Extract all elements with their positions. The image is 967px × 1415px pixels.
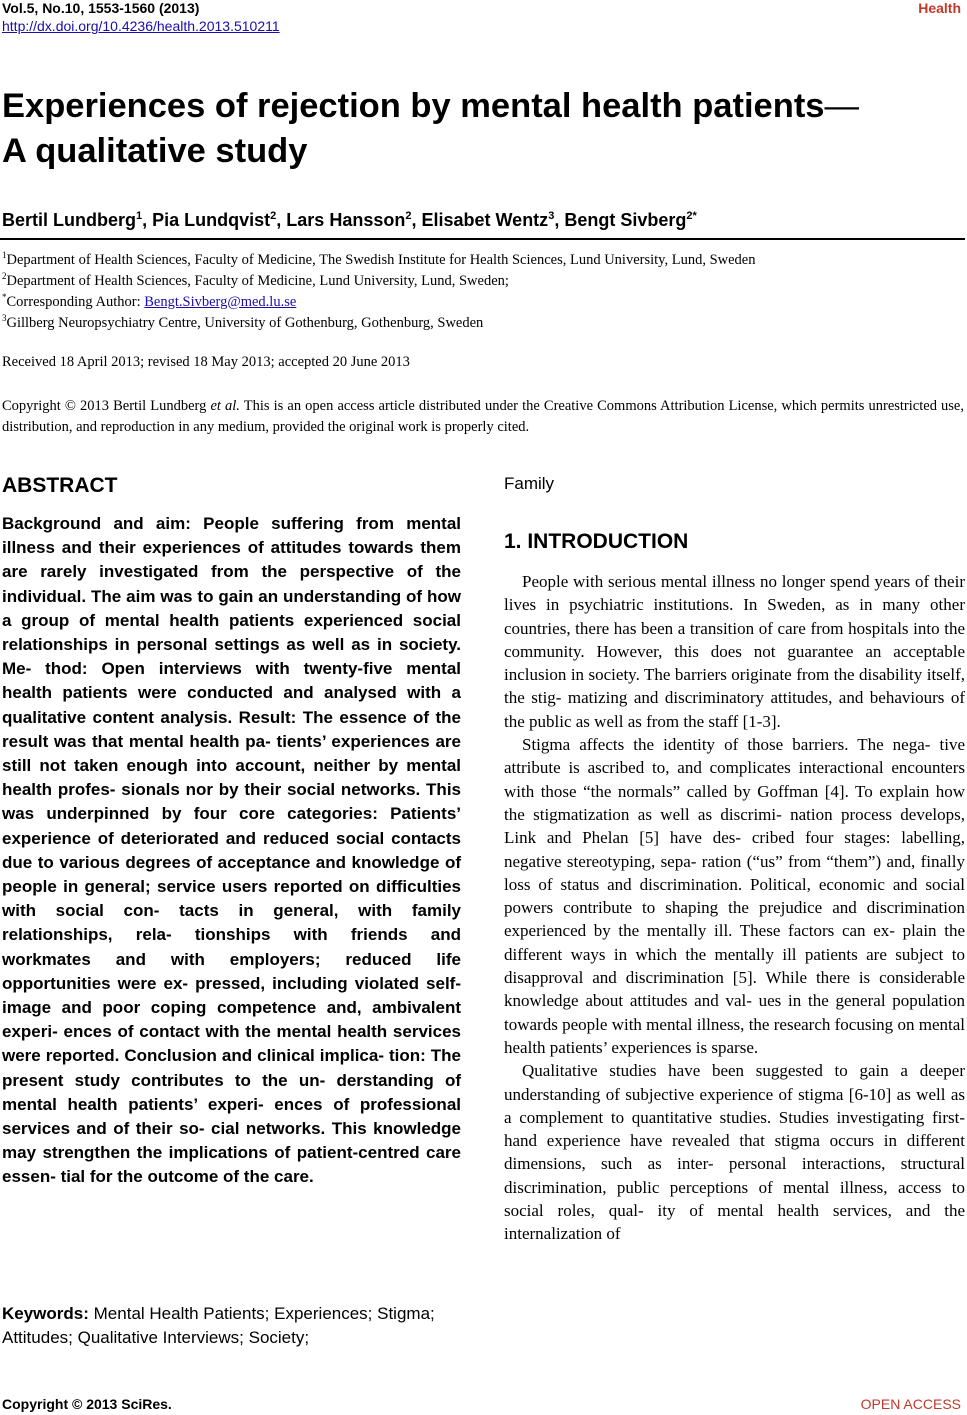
author-sup: 2* [686, 210, 697, 222]
author-name: Elisabet Wentz [421, 210, 549, 230]
introduction-paragraph: People with serious mental illness no longer spend years of their lives in psychiatric institutions. In Sweden, as in many other countries, there has been a transition of care from hospitals into the community. However, this does not guarantee an acceptable inclusion in society. The barriers originate from the disability itself, the stig- matizing and discriminatory attitudes, and behaviours of the public as well as from the staff [1-3]. [504, 572, 965, 731]
affiliation-sup: 1 [2, 250, 7, 260]
author-list: Bertil Lundberg$^1$, Pia Lundqvist$^2$, Lars Hansson$^2$, Elisabet Wentz$^3$, Bengt Sivberg$^{2*}$ [2, 210, 697, 230]
corresponding-email-link[interactable]: Bengt.Sivberg@med.lu.se [144, 293, 297, 310]
introduction-paragraph: Stigma affects the identity of those barriers. The nega- tive attribute is ascribed to, and complicates interactional encounters with those “the normals” called by Goffman [4]. To explain how the stigmatization as well as discrimi- nation process develops, Link and Phelan [5] have des- cribed four stages: labelling, negative stereotyping, sepa- ration (“us” from “them”) and, finally loss of status and discrimination. Political, economic and social powers contribute to shaping the prejudice and discrimination experienced by the mentally ill. These factors can ex- plain the different ways in which the mentally ill patients are subject to disapproval and discrimination [5]. While there is considerable knowledge about attitudes and val- ues in the general population towards people with mental illness, the research focusing on mental health patients’ experiences is sparse. [504, 735, 965, 1057]
author-sup: 1 [136, 210, 143, 222]
author-name: Bengt Sivberg [564, 210, 687, 230]
affiliation-3 [2, 313, 483, 332]
affiliation-1 [2, 250, 755, 269]
journal-name: Health [918, 0, 961, 16]
received-dates: Received 18 April 2013; revised 18 May 2013; accepted 20 June 2013 [2, 354, 410, 370]
author-sup: 2 [405, 210, 412, 222]
copyright-post: This is an open access article distributed under the Creative Commons Attribution License, which permits unrestricted use, distribution, and reproduction in any medium, provided the original work is properly cited. [2, 398, 964, 435]
affiliation-text: Department of Health Sciences, Faculty of Medicine, Lund University, Lund, Sweden; [6, 272, 509, 289]
affiliation-sup: 2 [2, 271, 7, 281]
introduction-paragraph: Qualitative studies have been suggested to gain a deeper understanding of subjective experience of stigma [6-10] as well as a complement to quantitative studies. Studies investigating first-hand experience have revealed that stigma occurs in different dimensions, such as inter- personal interactions, structural discrimination, public perceptions of mental illness, access to social roles, qual- ity of mental health services, and the internalization of [504, 1061, 965, 1244]
copyright-etal: et al. [210, 398, 240, 414]
keywords-continued: Family [504, 474, 555, 493]
title-dash: — [824, 87, 859, 125]
abstract-heading: ABSTRACT [2, 474, 118, 497]
volume-info: Vol.5, No.10, 1553-1560 (2013) [2, 0, 200, 16]
introduction-heading: 1. INTRODUCTION [504, 530, 689, 553]
introduction-body [504, 570, 965, 1246]
affiliation-text: Department of Health Sciences, Faculty of Medicine, The Swedish Institute for Health Sciences, Lund University, Lund, Sweden [6, 251, 756, 268]
keywords-label: Keywords: [2, 1304, 89, 1323]
author-name: Pia Lundqvist [152, 210, 271, 230]
copyright-notice [2, 396, 964, 438]
article-title [2, 84, 962, 174]
keywords [2, 1302, 461, 1350]
author-name: Bertil Lundberg [2, 210, 136, 230]
author-sup: 2 [270, 210, 277, 222]
header-divider [0, 238, 965, 240]
title-line-1: Experiences of rejection by mental health patients [2, 87, 825, 125]
footer-copyright: Copyright © 2013 SciRes. [2, 1396, 172, 1412]
affiliation-sup: 3 [2, 313, 7, 323]
affiliation-sup: * [2, 292, 7, 302]
footer-open-access: OPEN ACCESS [860, 1396, 961, 1412]
abstract-text: Background and aim: People suffering from mental illness and their experiences of attitudes towards them are rarely investigated from the perspective of the individual. The aim was to gain an understanding of how a group of mental health patients experienced social relationships in personal settings as well as in society. Me- thod: Open interviews with twenty-five mental health patients were conducted and analysed with a qualitative content analysis. Result: The essence of the result was that mental health pa- tients’ experiences are still not taken enough into account, neither by mental health profes- sionals nor by their social networks. This was underpinned by four core categories: Patients’ experience of deteriorated and reduced social contacts due to various degrees of acceptance and knowledge of people in general; service users reported on difficulties with social con- tacts in general, with family relationships, rela- tionships with friends and workmates and with employers; reduced life opportunities were ex- pressed, including violated self-image and poor coping competence and, ambivalent experi- ences of contact with the mental health services were reported. Conclusion and clinical implica- tion: The present study contributes to the un- derstanding of mental health patients’ experi- ences of professional services and of their so- cial networks. This knowledge may strengthen the implications of patient-centred care essen- tial for the outcome of the care. [2, 514, 461, 1187]
copyright-pre: Copyright © 2013 Bertil Lundberg [2, 398, 211, 414]
affiliation-2 [2, 271, 509, 290]
title-line-2: A qualitative study [2, 132, 308, 170]
doi-link[interactable]: http://dx.doi.org/10.4236/health.2013.510211 [2, 18, 280, 34]
author-name: Lars Hansson [286, 210, 406, 230]
author-sup: 3 [548, 210, 555, 222]
affiliation-text: Gillberg Neuropsychiatry Centre, University of Gothenburg, Gothenburg, Sweden [6, 314, 484, 331]
corresponding-author [2, 292, 296, 311]
keywords-text: Mental Health Patients; Experiences; Stigma; Attitudes; Qualitative Interviews; Society; [2, 1304, 435, 1347]
corresponding-label: Corresponding Author: [6, 293, 145, 310]
